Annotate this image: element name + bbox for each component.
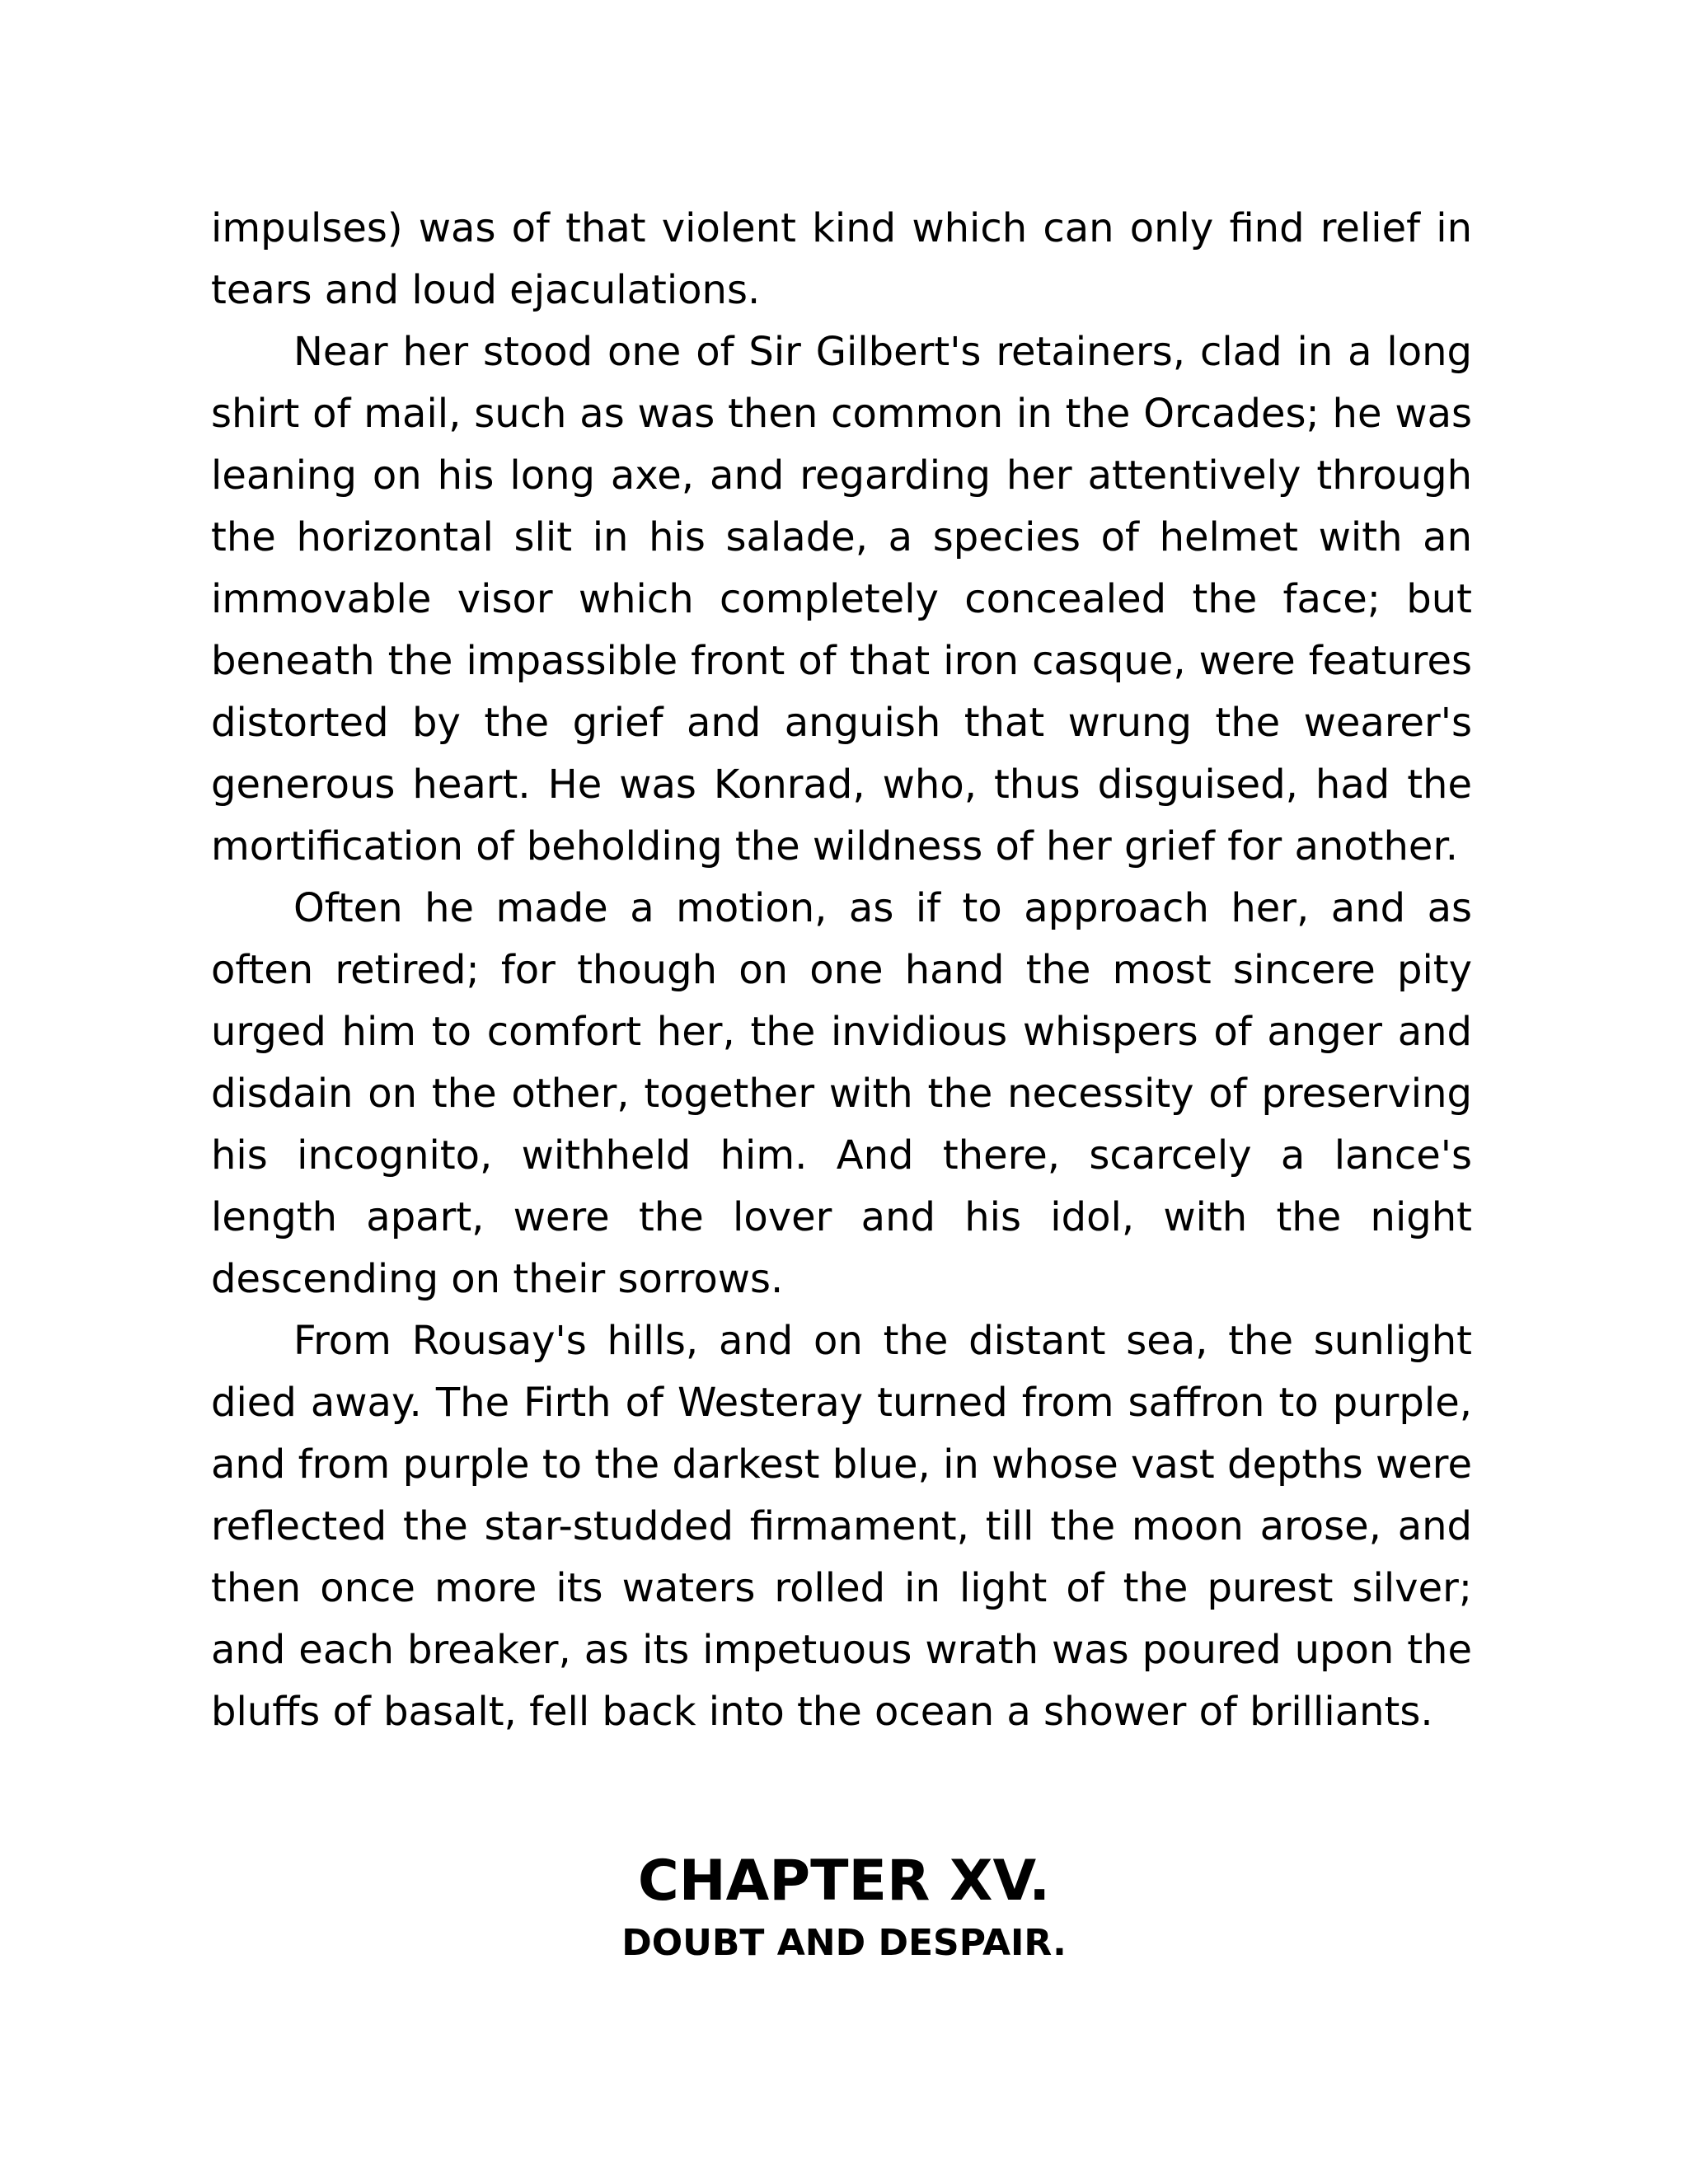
paragraph-continuation: impulses) was of that violent kind which can only find relief in tears and loud ejaculations.	[211, 205, 1472, 313]
body-text	[211, 198, 1472, 1743]
paragraph-sunlight-died: From Rousay's hills, and on the distant sea, the sunlight died away. The Firth of Westeray turned from saffron to purple, and from purple to the darkest blue, in whose vast depths were reflected the star-studded firmament, till the moon arose, and then once more its waters rolled in light of the purest silver; and each breaker, as its impetuous wrath was poured upon the bluffs of basalt, fell back into the ocean a shower of brilliants.	[211, 1318, 1472, 1735]
paragraph-konrad-retainer: Near her stood one of Sir Gilbert's retainers, clad in a long shirt of mail, such as was then common in the Orcades; he was leaning on his long axe, and regarding her attentively through the horizontal slit in his salade, a species of helmet with an immovable visor which completely concealed the face; but beneath the impassible front of that iron casque, were features distorted by the grief and anguish that wrung the wearer's generous heart. He was Konrad, who, thus disguised, had the mortification of beholding the wildness of her grief for another.	[211, 329, 1472, 869]
paragraph-approach-her: Often he made a motion, as if to approach her, and as often retired; for though on one hand the most sincere pity urged him to comfort her, the invidious whispers of anger and disdain on the other, together with the necessity of preserving his incognito, withheld him. And there, scarcely a lance's length apart, were the lover and his idol, with the night descending on their sorrows.	[211, 885, 1472, 1302]
chapter-title: CHAPTER XV.	[637, 1849, 1051, 1914]
chapter-subtitle: DOUBT AND DESPAIR.	[621, 1922, 1067, 1964]
